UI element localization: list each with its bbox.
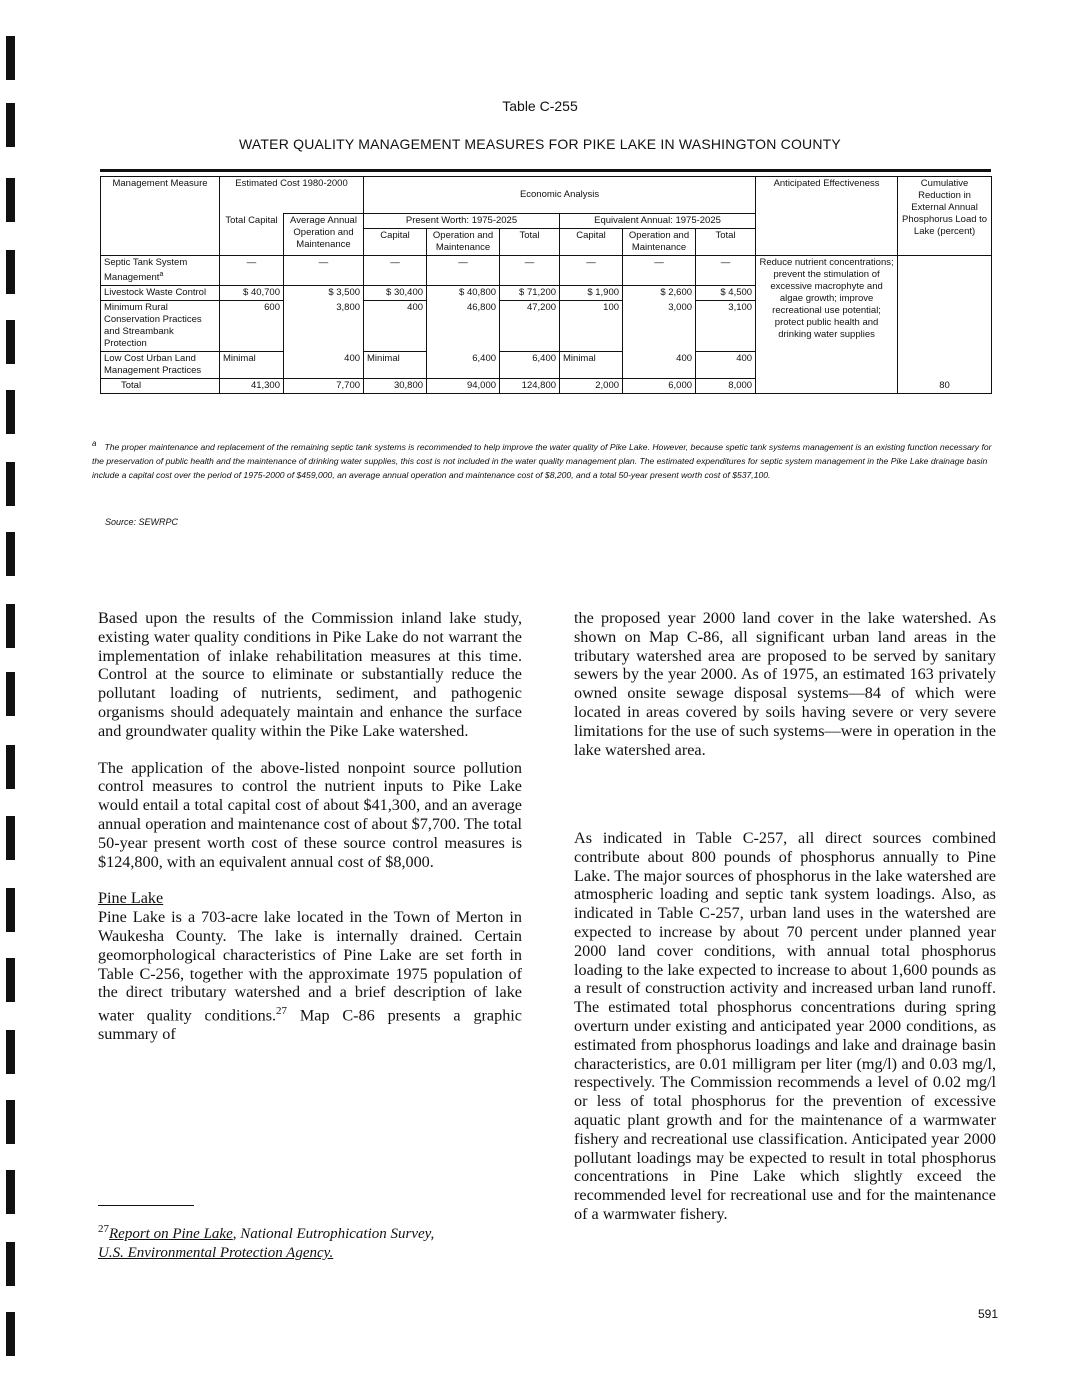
cell: 6,000 (623, 379, 696, 394)
footnote-title: Report on Pine Lake (109, 1226, 233, 1242)
right-column-top (574, 609, 996, 777)
cell: $ 30,400 (364, 286, 427, 301)
table-footnote (92, 437, 992, 482)
paragraph-text: Pine Lake is a 703-acre lake located in the Town of Merton in Waukesha County. The lake is internally drained. Certain geomorphological characteristics of Pine Lake are set forth in Table C-256, together with the approximate 1975 population of the direct tributary watershed and a brief description of lake water quality conditions. (98, 908, 522, 1025)
header-effectiveness: Anticipated Effectiveness (756, 177, 898, 256)
cell: — (246, 257, 257, 268)
footnote-text: , National Eutrophication Survey, (232, 1226, 435, 1242)
cell: 6,400 (427, 352, 500, 379)
row-measure: Livestock Waste Control (101, 286, 220, 301)
cell: Minimal (220, 352, 284, 379)
row-measure: Septic Tank System Management$^a$ (101, 256, 220, 286)
reduction-value: 80 (898, 379, 992, 394)
cell: $ 71,200 (500, 286, 560, 301)
cell: $ 40,700 (220, 286, 284, 301)
header-economic-analysis: Economic Analysis (364, 177, 756, 214)
cell: 124,800 (500, 379, 560, 394)
footnote-ref: 27 (276, 1005, 288, 1018)
footnote-marker: a (92, 439, 97, 448)
cell: 41,300 (220, 379, 284, 394)
row-measure: Low Cost Urban Land Management Practices (101, 352, 220, 379)
paragraph: The application of the above-listed nonpoint source pollution control measures to control the nutrient inputs to Pike Lake would entail a total capital cost of about $41,300, and an average annual operation and maintenance cost of about $7,700. The total 50-year present worth cost of these source control measures is $124,800, with an equivalent annual cost of $8,000. (98, 758, 522, 871)
cell: 400 (364, 301, 427, 352)
header-estimated-cost: Estimated Cost 1980-2000 (220, 177, 364, 214)
cell: — (500, 256, 560, 286)
cell: $ 1,900 (560, 286, 623, 301)
cell: — (586, 257, 596, 268)
cell: 400 (623, 352, 696, 379)
cell: 600 (220, 301, 284, 352)
cell: $ 4,500 (696, 286, 756, 301)
table-source: Source: SEWRPC (105, 517, 179, 527)
header-pw-om: Operation and Maintenance (427, 229, 500, 256)
cell: — (427, 256, 500, 286)
table-number: Table C-255 (502, 98, 578, 114)
cost-table (100, 176, 992, 394)
cell: $ 3,500 (284, 286, 364, 301)
table-title: WATER QUALITY MANAGEMENT MEASURES FOR PIKE LAKE IN WASHINGTON COUNTY (239, 136, 841, 152)
cell: — (623, 256, 696, 286)
footnote-rule (98, 1205, 194, 1206)
cell: Minimal (560, 352, 623, 379)
cell: 47,200 (500, 301, 560, 352)
table-row (101, 256, 992, 286)
header-measure: Management Measure (101, 177, 220, 256)
cell: 3,100 (696, 301, 756, 352)
footnote-number: 27 (98, 1223, 109, 1235)
cell: 46,800 (427, 301, 500, 352)
header-ea-om: Operation and Maintenance (623, 229, 696, 256)
cell: — (390, 257, 400, 268)
page-footnote (98, 1220, 528, 1263)
cell: 7,700 (284, 379, 364, 394)
left-column (98, 609, 522, 1062)
paragraph: the proposed year 2000 land cover in the lake watershed. As shown on Map C-86, all significant urban land areas in the tributary watershed area are proposed to be served by sanitary sewers by the year 2000. As of 1975, an estimated 163 privately owned onsite sewage disposal systems—84 of which were located in areas covered by soils having severe or very severe limitations for the use of such systems—were in operation in the lake watershed area. (574, 609, 996, 759)
table-top-rule (100, 169, 991, 172)
header-pw-capital: Capital (364, 229, 427, 256)
header-ea-capital: Capital (560, 229, 623, 256)
cell: 400 (284, 352, 364, 379)
paragraph (98, 908, 522, 1044)
cell: $ 40,800 (427, 286, 500, 301)
header-total-capital: Total Capital (220, 214, 284, 256)
footnote-marker: a (159, 271, 164, 278)
cell: 3,000 (623, 301, 696, 352)
section-heading: Pine Lake (98, 889, 164, 908)
cell: $ 2,600 (623, 286, 696, 301)
header-present-worth: Present Worth: 1975-2025 (364, 214, 560, 229)
cell: 8,000 (696, 379, 756, 394)
effectiveness-text: Reduce nutrient concentrations; prevent the stimulation of excessive macrophyte and algae growth; improve recreational use potential; protect public health and drinking water supplies (756, 256, 898, 394)
cell: 3,800 (284, 301, 364, 352)
cell: Minimal (364, 352, 427, 379)
paragraph-text: Map C-86 presents a graphic summary of (98, 1006, 522, 1044)
footnote-agency: U.S. Environmental Protection Agency. (98, 1244, 334, 1261)
scan-binding-marks (6, 0, 18, 1380)
right-column-bottom (574, 829, 996, 1242)
page-number: 591 (978, 1307, 999, 1321)
header-reduction: Cumulative Reduction in External Annual Phosphorus Load to Lake (percent) (898, 177, 992, 256)
reduction-empty (898, 256, 992, 379)
row-measure: Minimum Rural Conservation Practices and Streambank Protection (101, 301, 220, 352)
cell: 400 (696, 352, 756, 379)
cell: 2,000 (560, 379, 623, 394)
header-avg-annual-om: Average Annual Operation and Maintenance (284, 214, 364, 256)
cell: 6,400 (500, 352, 560, 379)
cell: 100 (560, 301, 623, 352)
cell: — (696, 256, 756, 286)
paragraph: Based upon the results of the Commission inland lake study, existing water quality conditions in Pike Lake do not warrant the implementation of inlake rehabilitation measures at this time. Control at the source to eliminate or substantially reduce the pollutant loading of nutrients, sediment, and pathogenic organisms should adequately maintain and enhance the surface and groundwater quality within the Pike Lake watershed. (98, 609, 522, 740)
total-label: Total (101, 379, 220, 394)
header-equivalent-annual: Equivalent Annual: 1975-2025 (560, 214, 756, 229)
cell: — (284, 256, 364, 286)
header-pw-total: Total (500, 229, 560, 256)
paragraph: As indicated in Table C-257, all direct sources combined contribute about 800 pounds of phosphorus annually to Pine Lake. The major sources of phosphorus in the lake watershed are atmospheric loading and septic tank system loadings. Also, as indicated in Table C-257, urban land uses in the watershed are expected to increase by about 70 percent under planned year 2000 land cover conditions, with annual total phosphorus loading to the lake expected to increase to about 1,600 pounds as a result of construction activity and increased urban land runoff. The estimated total phosphorus concentrations during spring overturn under existing and anticipated year 2000 conditions, as estimated from phosphorus loadings and lake and drainage basin characteristics, are 0.01 milligram per liter (mg/l) and 0.03 mg/l, respectively. The Commission recommends a level of 0.02 mg/l or less of total phosphorus for the prevention of excessive aquatic plant growth and for the maintenance of a warmwater fishery and recreational use classification. Anticipated year 2000 pollutant loadings may be expected to result in total phosphorus concentrations in Pine Lake which slightly exceed the recommended level for recreational use and for the maintenance of a warmwater fishery. (574, 829, 996, 1223)
cell: 30,800 (364, 379, 427, 394)
cell: 94,000 (427, 379, 500, 394)
header-ea-total: Total (696, 229, 756, 256)
footnote-text: The proper maintenance and replacement of the remaining septic tank systems is recommended to help improve the water quality of Pike Lake. However, because spetic tank systems management is an existing function necessary for the preservation of public health and the maintenance of drinking water supplies, this cost is not included in the water quality management plan. The estimated expenditures for septic system management in the Pike Lake drainage basin include a capital cost over the period of 1975-2000 of $459,000, an average annual operation and maintenance cost of $8,200, and a total 50-year present worth cost of $537,100. (92, 441, 992, 480)
